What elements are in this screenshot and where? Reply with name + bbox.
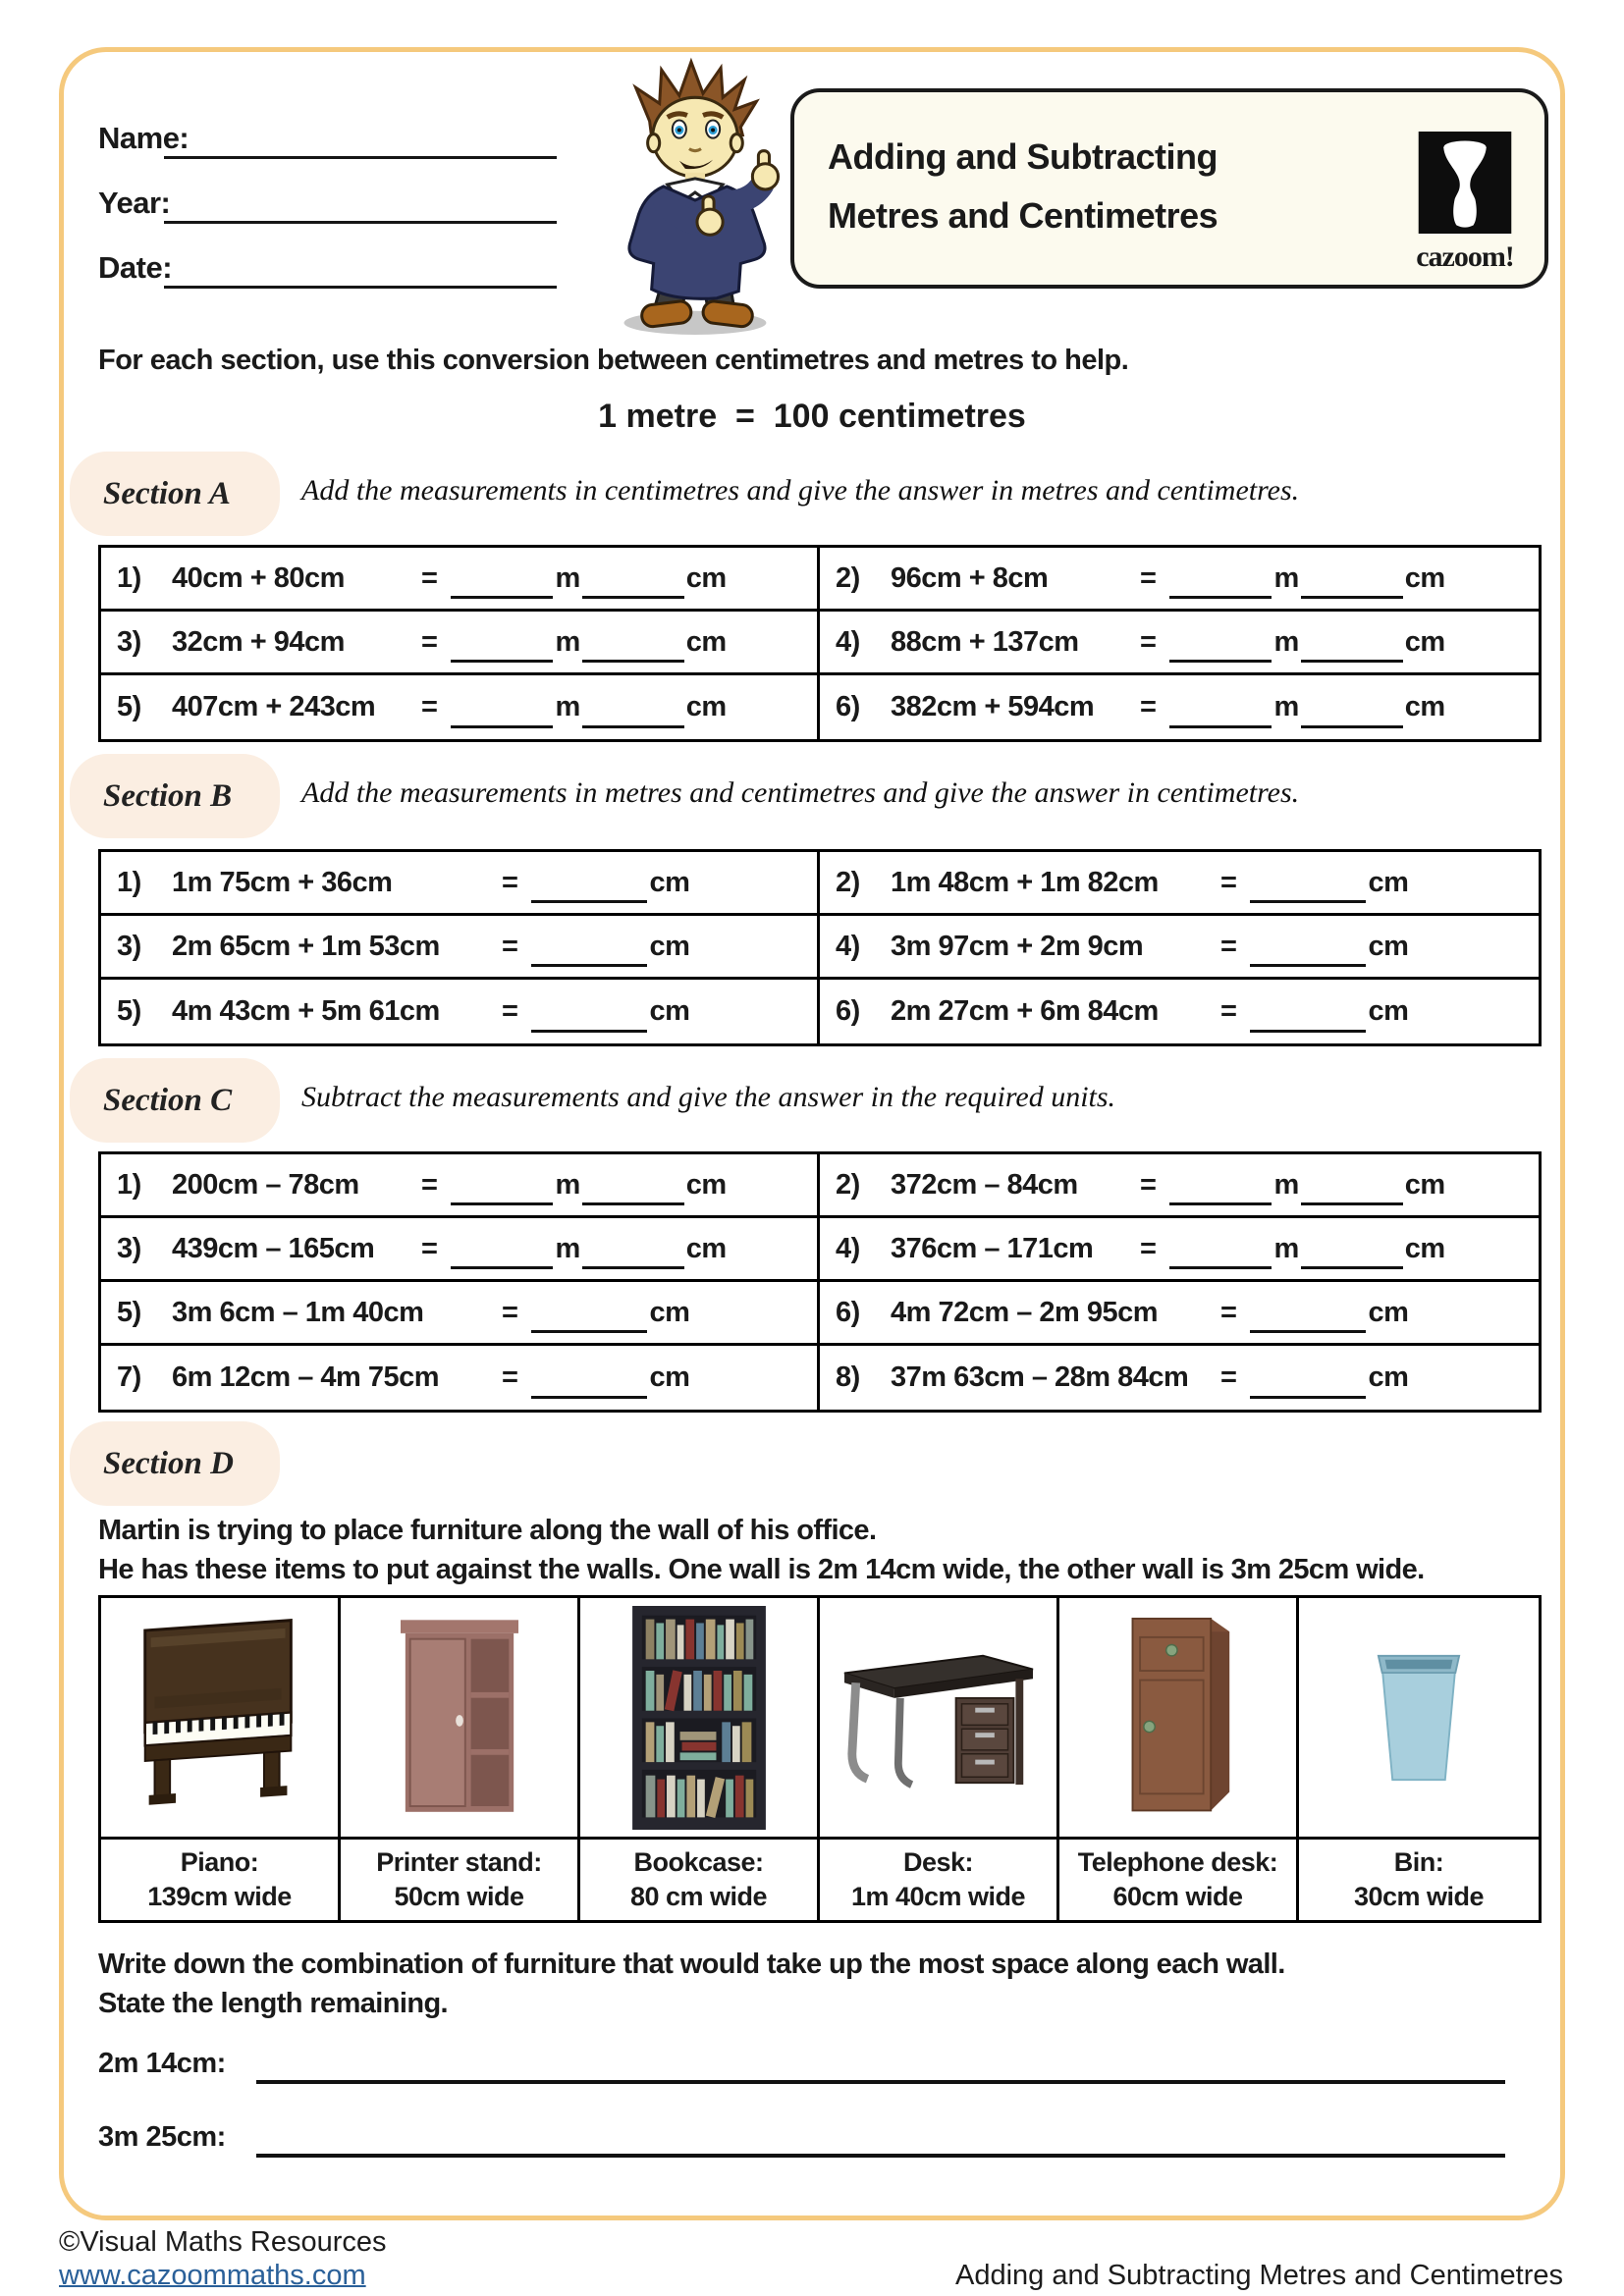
unit-label: cm: [685, 625, 727, 658]
piano-image-cell: [101, 1598, 341, 1840]
unit-label: m: [1273, 1232, 1299, 1264]
problem-cell-a4: [820, 612, 1539, 675]
problem-number: 3): [117, 625, 141, 658]
furniture-width: 139cm wide: [147, 1882, 292, 1911]
answer-blank-cm[interactable]: [1301, 558, 1403, 599]
equals-sign: =: [1140, 691, 1157, 722]
problem-number: 5): [117, 995, 141, 1027]
worksheet-title-line1: Adding and Subtracting: [828, 136, 1218, 177]
unit-label: cm: [1404, 561, 1445, 594]
equals-sign: =: [1220, 995, 1237, 1027]
equals-sign: =: [502, 930, 518, 962]
unit-label: m: [555, 1168, 580, 1201]
problem-expression: 2m 27cm + 6m 84cm: [891, 995, 1159, 1027]
section-c-label: Section C: [103, 1082, 233, 1118]
unit-label: m: [555, 561, 580, 594]
furniture-name: Desk:: [902, 1846, 974, 1877]
year-field-line[interactable]: [164, 221, 557, 224]
equals-sign: =: [1220, 1362, 1237, 1393]
furniture-name: Bookcase:: [633, 1846, 764, 1877]
unit-label: m: [555, 625, 580, 658]
equals-sign: =: [1140, 561, 1157, 594]
answer-blank-m[interactable]: [1169, 1164, 1272, 1205]
bookcase-image-cell: [580, 1598, 820, 1840]
problem-number: 4): [836, 625, 860, 658]
answer-blank-cm[interactable]: [531, 926, 647, 967]
boy-character-icon: [592, 52, 810, 339]
problem-cell-a2: [820, 548, 1539, 612]
unit-label: cm: [1404, 625, 1445, 658]
furniture-label-printer-stand: [341, 1840, 580, 1920]
unit-label: m: [1273, 1168, 1299, 1201]
problem-number: 3): [117, 930, 141, 962]
problem-expression: 200cm – 78cm: [172, 1168, 359, 1201]
equals-sign: =: [502, 866, 518, 898]
bin-image-cell: [1299, 1598, 1539, 1840]
unit-label: cm: [1404, 1232, 1445, 1264]
problem-expression: 1m 48cm + 1m 82cm: [891, 866, 1159, 898]
problem-cell-b3: [101, 916, 820, 980]
problem-number: 7): [117, 1362, 141, 1393]
problem-cell-c1: [101, 1154, 820, 1218]
problem-cell-c7: [101, 1346, 820, 1410]
telephone-desk-image-cell: [1059, 1598, 1299, 1840]
section-d-label: Section D: [103, 1445, 234, 1481]
problem-number: 4): [836, 930, 860, 962]
answer-blank-cm[interactable]: [531, 1292, 647, 1333]
unit-label: cm: [1368, 930, 1409, 962]
equals-sign: =: [1220, 1296, 1237, 1328]
unit-label: cm: [1368, 995, 1409, 1027]
problem-expression: 40cm + 80cm: [172, 561, 345, 594]
problem-cell-c8: [820, 1346, 1539, 1410]
unit-label: cm: [685, 1232, 727, 1264]
problem-expression: 88cm + 137cm: [891, 625, 1079, 658]
problem-expression: 372cm – 84cm: [891, 1168, 1078, 1201]
answer-blank-cm[interactable]: [1301, 1228, 1403, 1269]
section-b-table: [98, 849, 1542, 1046]
equals-sign: =: [1140, 625, 1157, 658]
unit-label: m: [555, 1232, 580, 1264]
section-a-description: Add the measurements in centimetres and give the answer in metres and centimetres.: [301, 474, 1300, 507]
answer-blank-cm[interactable]: [582, 558, 684, 599]
furniture-name: Bin:: [1393, 1846, 1444, 1877]
year-field-label: Year:: [98, 186, 171, 220]
furniture-width: 30cm wide: [1353, 1882, 1485, 1911]
answer-blank-m[interactable]: [451, 1228, 553, 1269]
equals-sign: =: [421, 625, 438, 658]
unit-label: cm: [649, 866, 690, 898]
wall-answer-label-1: 2m 14cm:: [98, 2048, 226, 2079]
problem-number: 3): [117, 1232, 141, 1264]
answer-blank-cm[interactable]: [582, 621, 684, 663]
problem-expression: 3m 97cm + 2m 9cm: [891, 930, 1144, 962]
furniture-width: 80 cm wide: [629, 1882, 768, 1911]
answer-blank-cm[interactable]: [1301, 1164, 1403, 1205]
section-d-intro-line1: Martin is trying to place furniture along the wall of his office.: [98, 1515, 877, 1546]
date-field-line[interactable]: [164, 286, 557, 289]
piano-icon: [134, 1617, 306, 1819]
problem-cell-a6: [820, 675, 1539, 739]
answer-blank-cm[interactable]: [531, 1358, 647, 1399]
section-a-pill: [70, 452, 280, 536]
wall-answer-line-2[interactable]: [256, 2154, 1505, 2158]
section-a-table: [98, 545, 1542, 742]
unit-label: m: [1273, 691, 1299, 722]
problem-cell-a3: [101, 612, 820, 675]
wall-answer-label-2: 3m 25cm:: [98, 2121, 226, 2153]
problem-expression: 439cm – 165cm: [172, 1232, 375, 1264]
equals-sign: =: [1220, 866, 1237, 898]
unit-label: m: [1273, 625, 1299, 658]
furniture-width: 1m 40cm wide: [850, 1882, 1026, 1911]
wall-answer-line-1[interactable]: [256, 2080, 1505, 2084]
answer-blank-cm[interactable]: [582, 1228, 684, 1269]
answer-blank-m[interactable]: [451, 621, 553, 663]
footer-link[interactable]: www.cazoommaths.com: [59, 2260, 366, 2291]
problem-number: 6): [836, 691, 860, 722]
problem-number: 4): [836, 1232, 860, 1264]
furniture-width: 50cm wide: [394, 1882, 524, 1911]
problem-cell-c6: [820, 1282, 1539, 1346]
unit-label: m: [1273, 561, 1299, 594]
furniture-width: 60cm wide: [1112, 1882, 1243, 1911]
problem-expression: 3m 6cm – 1m 40cm: [172, 1296, 424, 1328]
bin-icon: [1376, 1648, 1462, 1788]
answer-blank-m[interactable]: [1169, 558, 1272, 599]
answer-blank-cm[interactable]: [531, 862, 647, 903]
problem-expression: 4m 43cm + 5m 61cm: [172, 995, 440, 1027]
unit-label: cm: [685, 1168, 727, 1201]
section-d-intro-line2: He has these items to put against the walls. One wall is 2m 14cm wide, the other wall is 3m 25cm wide.: [98, 1554, 1425, 1585]
problem-expression: 1m 75cm + 36cm: [172, 866, 393, 898]
section-b-label: Section B: [103, 777, 233, 814]
section-c-pill: [70, 1058, 280, 1143]
problem-number: 8): [836, 1362, 860, 1393]
furniture-name: Telephone desk:: [1077, 1846, 1278, 1877]
problem-number: 2): [836, 561, 860, 594]
answer-blank-cm[interactable]: [1301, 687, 1403, 728]
section-c-description: Subtract the measurements and give the answer in the required units.: [301, 1081, 1116, 1113]
furniture-label-piano: [101, 1840, 341, 1920]
bookcase-icon: [632, 1606, 766, 1830]
problem-expression: 2m 65cm + 1m 53cm: [172, 930, 440, 962]
unit-label: cm: [685, 691, 727, 722]
unit-label: cm: [1404, 691, 1445, 722]
answer-blank-m[interactable]: [451, 1164, 553, 1205]
problem-expression: 376cm – 171cm: [891, 1232, 1094, 1264]
answer-blank-cm[interactable]: [582, 687, 684, 728]
answer-blank-m[interactable]: [451, 687, 553, 728]
answer-blank-cm[interactable]: [1250, 1292, 1366, 1333]
equals-sign: =: [1140, 1232, 1157, 1264]
equals-sign: =: [421, 1232, 438, 1264]
furniture-name: Piano:: [180, 1846, 259, 1877]
problem-expression: 32cm + 94cm: [172, 625, 345, 658]
answer-blank-m[interactable]: [451, 558, 553, 599]
drum-icon: [1418, 132, 1512, 234]
desk-icon: [842, 1638, 1035, 1797]
section-d-pill: [70, 1421, 280, 1506]
equals-sign: =: [1140, 1168, 1157, 1201]
equals-sign: =: [502, 1296, 518, 1328]
equals-sign: =: [421, 691, 438, 722]
section-b-pill: [70, 754, 280, 838]
name-field-line[interactable]: [164, 156, 557, 159]
cazoom-logo: [1411, 132, 1519, 274]
name-field-label: Name:: [98, 121, 189, 155]
answer-blank-cm[interactable]: [582, 1164, 684, 1205]
equals-sign: =: [421, 561, 438, 594]
problem-cell-a5: [101, 675, 820, 739]
problem-number: 5): [117, 1296, 141, 1328]
problem-number: 1): [117, 1168, 141, 1201]
problem-cell-c4: [820, 1218, 1539, 1282]
title-box: [790, 88, 1548, 289]
date-field-label: Date:: [98, 250, 173, 285]
problem-expression: 37m 63cm – 28m 84cm: [891, 1362, 1189, 1393]
problem-cell-c2: [820, 1154, 1539, 1218]
answer-blank-cm[interactable]: [1250, 991, 1366, 1033]
section-b-description: Add the measurements in metres and centimetres and give the answer in centimetres.: [301, 776, 1300, 809]
problem-cell-b1: [101, 852, 820, 916]
problem-cell-b4: [820, 916, 1539, 980]
unit-label: cm: [649, 1362, 690, 1393]
worksheet-title-line2: Metres and Centimetres: [828, 195, 1218, 236]
unit-label: cm: [1368, 866, 1409, 898]
equals-sign: =: [502, 995, 518, 1027]
desk-image-cell: [820, 1598, 1059, 1840]
equals-sign: =: [1220, 930, 1237, 962]
worksheet-title: [828, 128, 1218, 245]
furniture-label-telephone-desk: [1059, 1840, 1299, 1920]
printer-stand-icon: [401, 1614, 518, 1822]
unit-label: cm: [649, 1296, 690, 1328]
answer-blank-cm[interactable]: [531, 991, 647, 1033]
problem-number: 1): [117, 561, 141, 594]
problem-number: 1): [117, 866, 141, 898]
footer-copyright: ©Visual Maths Resources: [59, 2226, 387, 2258]
cazoom-logo-text: cazoom!: [1416, 240, 1514, 273]
problem-expression: 382cm + 594cm: [891, 691, 1095, 722]
unit-label: cm: [649, 930, 690, 962]
furniture-label-bookcase: [580, 1840, 820, 1920]
unit-label: m: [555, 691, 580, 722]
furniture-name: Printer stand:: [376, 1846, 542, 1877]
problem-cell-a1: [101, 548, 820, 612]
answer-blank-cm[interactable]: [1250, 862, 1366, 903]
problem-expression: 6m 12cm – 4m 75cm: [172, 1362, 440, 1393]
unit-label: cm: [1404, 1168, 1445, 1201]
answer-blank-m[interactable]: [1169, 1228, 1272, 1269]
answer-blank-cm[interactable]: [1250, 926, 1366, 967]
problem-cell-b6: [820, 980, 1539, 1043]
problem-cell-c3: [101, 1218, 820, 1282]
answer-blank-m[interactable]: [1169, 621, 1272, 663]
unit-label: cm: [685, 561, 727, 594]
equals-sign: =: [502, 1362, 518, 1393]
furniture-table: [98, 1595, 1542, 1923]
section-d-task-line1: Write down the combination of furniture that would take up the most space along each wall.: [98, 1949, 1285, 1980]
problem-number: 2): [836, 1168, 860, 1201]
problem-number: 6): [836, 995, 860, 1027]
unit-label: cm: [1368, 1362, 1409, 1393]
section-a-label: Section A: [103, 475, 231, 511]
problem-expression: 96cm + 8cm: [891, 561, 1049, 594]
equals-sign: =: [421, 1168, 438, 1201]
problem-number: 5): [117, 691, 141, 722]
problem-cell-b2: [820, 852, 1539, 916]
furniture-label-desk: [820, 1840, 1059, 1920]
unit-label: cm: [649, 995, 690, 1027]
unit-label: cm: [1368, 1296, 1409, 1328]
footer-doc-title: Adding and Subtracting Metres and Centimetres: [954, 2260, 1563, 2291]
telephone-desk-icon: [1123, 1613, 1233, 1823]
section-c-table: [98, 1151, 1542, 1413]
furniture-label-bin: [1299, 1840, 1539, 1920]
printer-stand-image-cell: [341, 1598, 580, 1840]
problem-expression: 4m 72cm – 2m 95cm: [891, 1296, 1159, 1328]
conversion-fact: 1 metre = 100 centimetres: [598, 398, 1026, 435]
problem-number: 2): [836, 866, 860, 898]
answer-blank-cm[interactable]: [1250, 1358, 1366, 1399]
problem-number: 6): [836, 1296, 860, 1328]
intro-instruction: For each section, use this conversion between centimetres and metres to help.: [98, 345, 1129, 376]
section-d-task-line2: State the length remaining.: [98, 1988, 449, 2019]
problem-cell-c5: [101, 1282, 820, 1346]
answer-blank-m[interactable]: [1169, 687, 1272, 728]
problem-cell-b5: [101, 980, 820, 1043]
problem-expression: 407cm + 243cm: [172, 691, 376, 722]
worksheet-page: [59, 47, 1565, 2220]
answer-blank-cm[interactable]: [1301, 621, 1403, 663]
